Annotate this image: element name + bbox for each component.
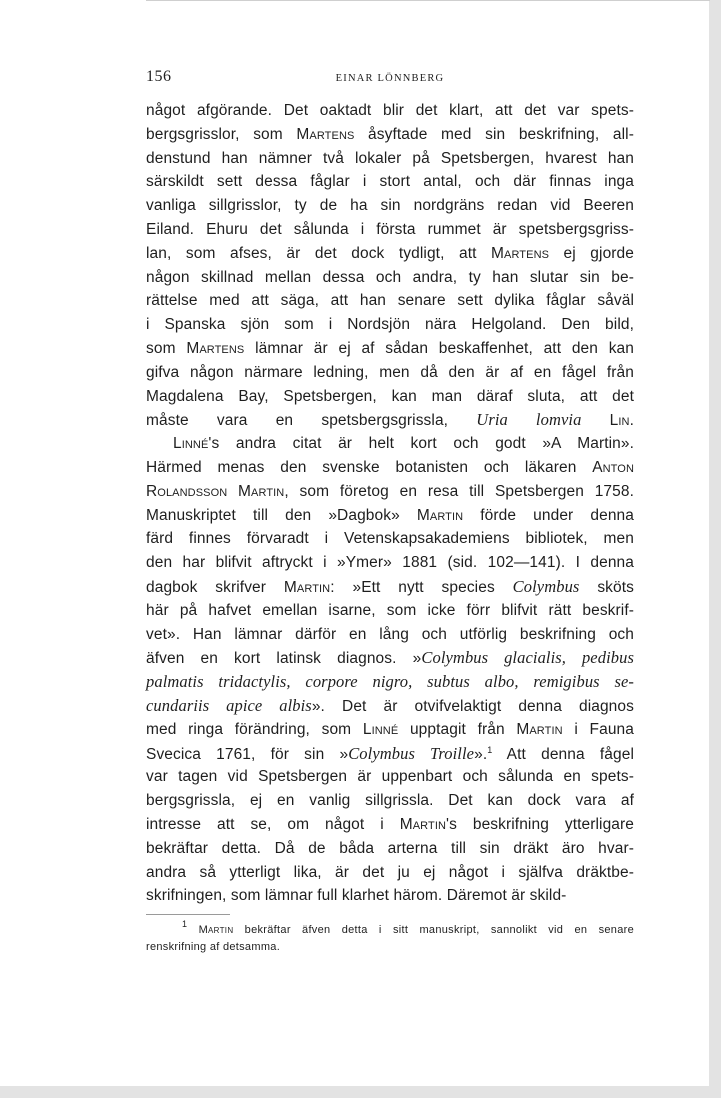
text-run: här på hafvet emellan isarne, som icke förr blifvit rätt beskrif- — [146, 601, 634, 619]
small-caps-name: Martin — [283, 578, 331, 596]
text-run: något afgörande. Det oaktadt blir det klart, att det var spets- — [146, 102, 634, 119]
body-line — [146, 266, 634, 290]
text-run: bergsgrissla, ej en vanlig sillgrissla. Det kan dock vara af — [146, 792, 634, 810]
text-run: renskrifning af detsamma. — [146, 941, 281, 953]
text-run — [187, 924, 198, 936]
small-caps-name: Anton — [592, 458, 634, 476]
body-line — [146, 194, 634, 218]
small-caps-name: Linné — [362, 720, 399, 738]
text-run: dagbok skrifver — [146, 578, 284, 596]
running-head: EINAR LÖNNBERG — [335, 73, 445, 84]
small-caps-name: Martin — [416, 506, 464, 524]
body-line — [146, 742, 634, 766]
text-run: 's beskrifning ytterligare — [446, 815, 634, 833]
small-caps-name: Martens — [296, 125, 355, 143]
body-line — [146, 408, 634, 432]
body-line — [146, 218, 634, 242]
body-line — [146, 385, 634, 409]
text-run: gifva någon närmare ledning, men då den är af en fågel från — [146, 363, 634, 381]
text-run: den har blifvit aftryckt i »Ymer» 1881 (sid. 102—141). I denna — [146, 554, 634, 572]
body-line — [146, 789, 634, 813]
text-run: som — [146, 339, 187, 357]
body-line — [146, 432, 634, 456]
footnote-line — [146, 939, 634, 956]
body-line — [146, 480, 634, 504]
text-run: Magdalena Bay, Spetsbergen, kan man däraf sluta, att det — [146, 387, 634, 405]
body-line — [146, 837, 634, 861]
text-run: Manuskriptet till den »Dagbok» — [146, 506, 417, 524]
text-run: äfven en kort latinsk diagnos. » — [146, 650, 422, 668]
text-run: Att denna fågel — [492, 745, 635, 763]
text-run: ej gjorde — [549, 244, 634, 262]
text-run: Härmed menas den svenske botanisten och läkaren — [146, 458, 593, 476]
text-run: lan, som afses, är det dock tydligt, att — [146, 244, 492, 262]
italic-text: cundariis apice albis — [146, 695, 312, 715]
text-run: upptagit från — [398, 720, 517, 738]
text-run: färd finnes förvaradt i Vetenskapsakademiens bibliotek, men — [146, 530, 634, 548]
body-line — [146, 623, 634, 647]
text-run: bergsgrisslor, som — [146, 125, 297, 143]
italic-text: Uria lomvia — [476, 410, 582, 430]
text-run: särskildt sett dessa fåglar i stort antal, och där finnas inga — [146, 173, 634, 191]
text-run: : »Ett nytt species — [330, 578, 513, 596]
body-line — [146, 551, 634, 575]
body-line — [146, 456, 634, 480]
body-line — [146, 337, 634, 361]
small-caps-name: Martin — [399, 815, 447, 833]
text-run: ». — [474, 745, 488, 763]
text-run: intresse att se, om något i — [146, 815, 400, 833]
text-run: ». Det är otvifvelaktigt denna diagnos — [311, 697, 634, 715]
body-line — [146, 504, 634, 528]
text-run: skrifningen, som lämnar full klarhet härom. Däremot är skild- — [146, 887, 567, 905]
body-line — [146, 527, 634, 551]
text-run: andra så ytterligt lika, är det ju ej något i själfva dräktbe- — [146, 863, 634, 881]
page-header — [146, 60, 634, 90]
text-run — [581, 412, 609, 429]
italic-text: Colymbus Troille — [348, 743, 475, 763]
text-run: i Fauna — [562, 720, 634, 738]
text-run: . — [629, 412, 634, 430]
body-line — [146, 313, 634, 337]
small-caps-name: Linné — [173, 435, 209, 453]
body-line — [146, 765, 634, 789]
small-caps-name: Martin — [516, 720, 563, 738]
text-run: i Spanska sjön som i Nordsjön nära Helgoland. Den bild, — [146, 316, 634, 334]
text-run: sköts — [579, 578, 634, 596]
body-line — [146, 646, 634, 670]
body-line — [146, 599, 634, 623]
small-caps-name: Martens — [491, 244, 550, 262]
text-run: , som företog en resa till Spetsbergen 1758. — [284, 482, 634, 500]
body-line — [146, 147, 634, 171]
body-line — [146, 813, 634, 837]
text-run: bekräftar äfven detta i sitt manuskript, sannolikt vid en senare — [233, 924, 634, 936]
footnotes — [146, 919, 634, 956]
footnote-rule — [146, 914, 230, 915]
page-number: 156 — [146, 68, 172, 85]
italic-text: palmatis tridactylis, corpore nigro, subtus albo, remigibus se- — [146, 672, 634, 692]
text-run: måste vara en spetsbergsgrissla, — [146, 412, 477, 430]
body-text — [146, 99, 634, 908]
body-line — [146, 575, 634, 599]
small-caps-name: Martin — [198, 924, 234, 936]
text-run: förde under denna — [463, 506, 634, 524]
body-line — [146, 361, 634, 385]
text-run: någon skillnad mellan dessa och andra, ty han slutar sin be- — [146, 268, 634, 286]
body-line — [146, 670, 634, 694]
top-rule — [146, 0, 710, 1]
text-run: Eiland. Ehuru det sålunda i första rummet är spetsbergsgriss- — [146, 220, 634, 238]
footnote-marker: 1 — [182, 919, 188, 929]
text-run: rättelse med att säga, att han senare sett dylika fåglar såväl — [146, 292, 634, 310]
body-line — [146, 718, 634, 742]
body-line — [146, 123, 634, 147]
body-line — [146, 861, 634, 885]
footnote-line — [146, 919, 634, 939]
text-run: var tagen vid Spetsbergen är uppenbart och sålunda en spets- — [146, 768, 634, 786]
small-caps-name: Lin — [609, 412, 630, 430]
text-run: åsyftade med sin beskrifning, all- — [354, 125, 634, 143]
body-line — [146, 884, 634, 908]
body-line — [146, 289, 634, 313]
text-run: bekräftar detta. Då de båda arterna till sin dräkt äro hvar- — [146, 839, 634, 857]
text-run: 's andra citat är helt kort och godt »A Martin». — [208, 435, 634, 453]
text-run: vet». Han lämnar därför en lång och utförlig beskrifning och — [146, 625, 634, 643]
body-line — [146, 99, 634, 123]
small-caps-name: Rolandsson Martin — [146, 482, 285, 500]
body-line — [146, 170, 634, 194]
italic-text: Colymbus — [512, 576, 580, 596]
italic-text: Colymbus glacialis, pedibus — [421, 648, 634, 668]
body-line — [146, 694, 634, 718]
footnote-marker: 1 — [487, 744, 493, 755]
text-run: Svecica 1761, för sin » — [146, 745, 349, 763]
text-run: lämnar är ej af sådan beskaffenhet, att den kan — [244, 339, 634, 357]
text-run: vanliga sillgrisslor, ty de ha sin nordgräns redan vid Beeren — [146, 197, 634, 215]
text-run: denstund han nämner två lokaler på Spetsbergen, hvarest han — [146, 149, 634, 167]
text-run: med ringa förändring, som — [146, 720, 363, 738]
small-caps-name: Martens — [186, 339, 245, 357]
body-line — [146, 242, 634, 266]
